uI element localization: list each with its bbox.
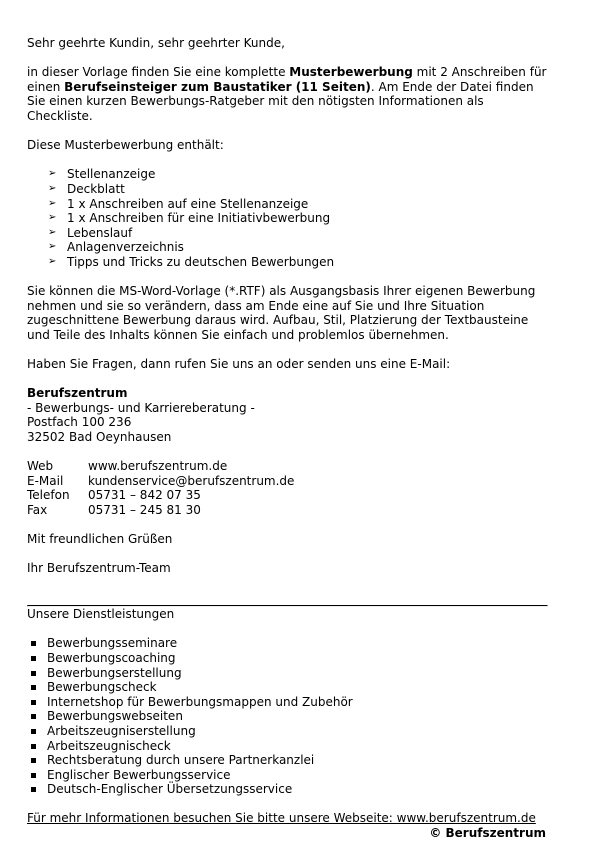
square-bullet-icon (31, 680, 47, 695)
list-item: Arbeitszeugniserstellung (31, 724, 547, 739)
company-tagline: - Bewerbungs- und Karriereberatung - (27, 400, 255, 415)
square-bullet-icon (31, 709, 47, 724)
arrow-bullet-icon: ➢ (48, 182, 57, 194)
contact-row-phone: Telefon 05731 – 842 07 35 (27, 488, 294, 503)
intro-text-1: in dieser Vorlage finden Sie eine komplette (27, 65, 290, 80)
copyright: © Berufszentrum (429, 826, 546, 841)
arrow-bullet-icon: ➢ (48, 226, 57, 238)
closing: Mit freundlichen Grüßen (27, 532, 173, 547)
list-item: ➢ 1 x Anschreiben auf eine Stellenanzeige (48, 196, 309, 211)
company-city: 32502 Bad Oeynhausen (27, 430, 172, 445)
square-bullet-icon (31, 666, 47, 681)
contents-list (27, 167, 547, 269)
square-bullet-icon (31, 724, 47, 739)
square-bullet-icon (31, 782, 47, 797)
phone-value: 05731 – 842 07 35 (88, 488, 201, 503)
intro-text-3: . Am Ende der Datei finden Sie einen kurzen Bewerbungs-Ratgeber mit den nötigsten Informationen als Checkliste. (27, 79, 534, 123)
list-item: Englischer Bewerbungsservice (31, 768, 547, 783)
contact-row-email: E-Mail kundenservice@berufszentrum.de (27, 473, 295, 488)
square-bullet-icon (31, 753, 47, 768)
services-list (27, 636, 547, 797)
list-item: Bewerbungscheck (31, 680, 547, 695)
list-item: ➢ Deckblatt (48, 181, 125, 196)
intro-paragraph (27, 65, 547, 123)
footer-info-link[interactable]: Für mehr Informationen besuchen Sie bitte unsere Webseite: www.berufszentrum.de (27, 811, 536, 826)
usage-paragraph: Sie können die MS-Word-Vorlage (*.RTF) als Ausgangsbasis Ihrer eigenen Bewerbung nehmen und sie so verändern, dass am Ende eine auf Sie und Ihre Situation zugeschnittene Bewerbung daraus wird. Aufbau, Stil, Platzierung der Textbausteine und Teile des Inhalts können Sie einfach und problemlos übernehmen. (27, 284, 536, 342)
square-bullet-icon (31, 651, 47, 666)
contact-row-web: Web www.berufszentrum.de (27, 459, 294, 474)
intro-bold-1: Musterbewerbung (289, 65, 413, 80)
list-item: ➢ Anlagenverzeichnis (48, 240, 184, 255)
document-page (27, 36, 547, 841)
company-name: Berufszentrum (27, 386, 128, 401)
list-item: Bewerbungswebseiten (31, 709, 547, 724)
questions-paragraph: Haben Sie Fragen, dann rufen Sie uns an oder senden uns eine E-Mail: (27, 357, 451, 372)
list-item: Internetshop für Bewerbungsmappen und Zubehör (31, 695, 547, 710)
web-link[interactable]: www.berufszentrum.de (88, 459, 228, 474)
arrow-bullet-icon: ➢ (48, 241, 57, 253)
intro-text-2: mit 2 Anschreiben für einen (27, 65, 547, 94)
list-item: Bewerbungsseminare (31, 636, 547, 651)
list-item: ➢ Tipps und Tricks zu deutschen Bewerbungen (48, 254, 335, 269)
arrow-bullet-icon: ➢ (48, 197, 57, 209)
list-item: Bewerbungserstellung (31, 666, 547, 681)
intro-bold-2: Berufseinsteiger zum Baustatiker (11 Seiten) (64, 79, 371, 94)
fax-value: 05731 – 245 81 30 (88, 503, 201, 517)
list-item: ➢ 1 x Anschreiben für eine Initiativbewerbung (48, 211, 331, 226)
contact-row-fax: Fax 05731 – 245 81 30 (27, 503, 294, 518)
list-item: ➢ Lebenslauf (48, 225, 133, 240)
list-item: Bewerbungscoaching (31, 651, 547, 666)
list-item: Rechtsberatung durch unsere Partnerkanzlei (31, 753, 547, 768)
list-item: Arbeitszeugnischeck (31, 739, 547, 754)
services-heading: Unsere Dienstleistungen (27, 607, 175, 622)
arrow-bullet-icon: ➢ (48, 255, 57, 267)
email-link[interactable]: kundenservice@berufszentrum.de (88, 473, 295, 488)
list-item: Deutsch-Englischer Übersetzungsservice (31, 782, 547, 797)
square-bullet-icon (31, 768, 47, 783)
signature: Ihr Berufszentrum-Team (27, 561, 171, 576)
square-bullet-icon (31, 695, 47, 710)
greeting: Sehr geehrte Kundin, sehr geehrter Kunde, (27, 36, 285, 50)
contact-table (27, 459, 294, 517)
list-item: ➢ Stellenanzeige (48, 167, 156, 182)
arrow-bullet-icon: ➢ (48, 168, 57, 180)
square-bullet-icon (31, 739, 47, 754)
square-bullet-icon (31, 636, 47, 651)
company-po-box: Postfach 100 236 (27, 415, 132, 430)
contents-heading: Diese Musterbewerbung enthält: (27, 138, 224, 153)
arrow-bullet-icon: ➢ (48, 212, 57, 224)
